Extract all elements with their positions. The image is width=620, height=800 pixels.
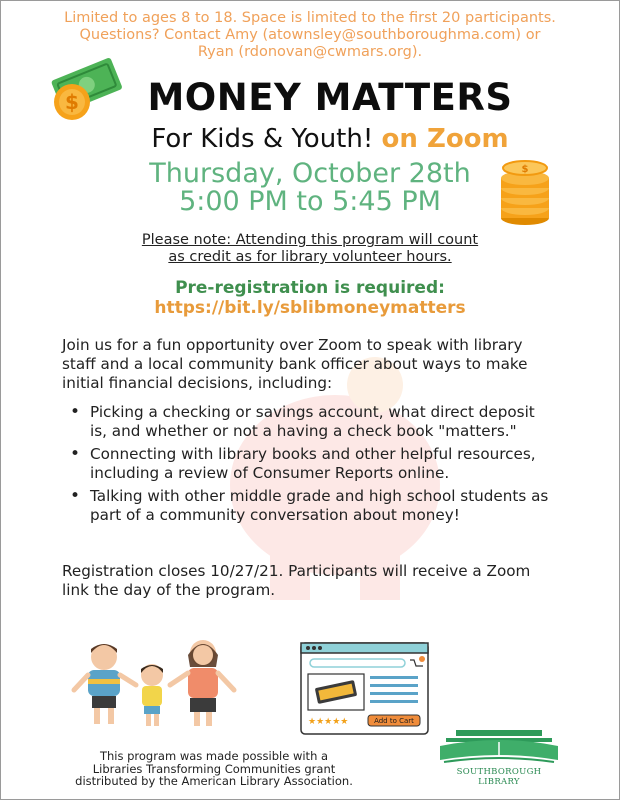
event-datetime <box>110 160 510 216</box>
registration-closing-note: Registration closes 10/27/21. Participants will receive a Zoom link the day of the program. <box>62 562 531 599</box>
subtitle-zoom: on Zoom <box>381 124 509 154</box>
library-book-logo <box>436 726 562 768</box>
library-name: SOUTHBOROUGH LIBRARY <box>456 767 542 787</box>
svg-text:$: $ <box>65 90 79 114</box>
online-shopping-icon <box>300 642 430 736</box>
contact-line-1: Questions? Contact Amy (atownsley@southboroughma.com) or <box>79 27 541 43</box>
registration-link[interactable]: https://bit.ly/sblibmoneymatters <box>154 298 466 318</box>
eligibility-line: Limited to ages 8 to 18. Space is limited to the first 20 participants. <box>64 10 556 26</box>
grant-line-2: Libraries Transforming Communities grant <box>92 761 336 776</box>
add-to-cart-label: Add to Cart <box>374 717 414 725</box>
topics-list <box>62 403 552 529</box>
grant-line-1: This program was made possible with a <box>99 749 329 763</box>
svg-text:★★★★★: ★★★★★ <box>308 717 349 727</box>
intro-paragraph: Join us for a fun opportunity over Zoom to speak with library staff and a local community bank officer about ways to make initial financial decisions, including: <box>62 336 528 392</box>
event-date: Thursday, October 28th <box>149 158 471 189</box>
list-item: • Connecting with library books and other helpful resources, including a review of Consumer Reports online. <box>62 445 552 483</box>
volunteer-hours-note <box>90 232 530 266</box>
svg-text:$: $ <box>521 164 529 175</box>
page-title: MONEY MATTERS <box>147 76 513 119</box>
preregistration-heading: Pre-registration is required: <box>175 278 445 298</box>
subtitle <box>95 124 565 154</box>
list-item: • Picking a checking or savings account, what direct deposit is, and whether or not a having a check book "matters." <box>62 403 552 441</box>
note-line-1: Please note: Attending this program will count <box>141 232 479 248</box>
family-illustration <box>66 635 242 735</box>
coin-stack-icon <box>496 158 554 228</box>
grant-acknowledgement <box>64 750 364 788</box>
grant-line-3: distributed by the American Library Association. <box>75 774 353 788</box>
event-time: 5:00 PM to 5:45 PM <box>179 186 441 217</box>
note-line-2: as credit as for library volunteer hours. <box>168 249 452 265</box>
subtitle-audience: For Kids & Youth! <box>151 124 374 154</box>
contact-line-2: Ryan (rdonovan@cwmars.org). <box>197 44 423 60</box>
list-item: • Talking with other middle grade and high school students as part of a community conversation about money! <box>62 487 552 525</box>
